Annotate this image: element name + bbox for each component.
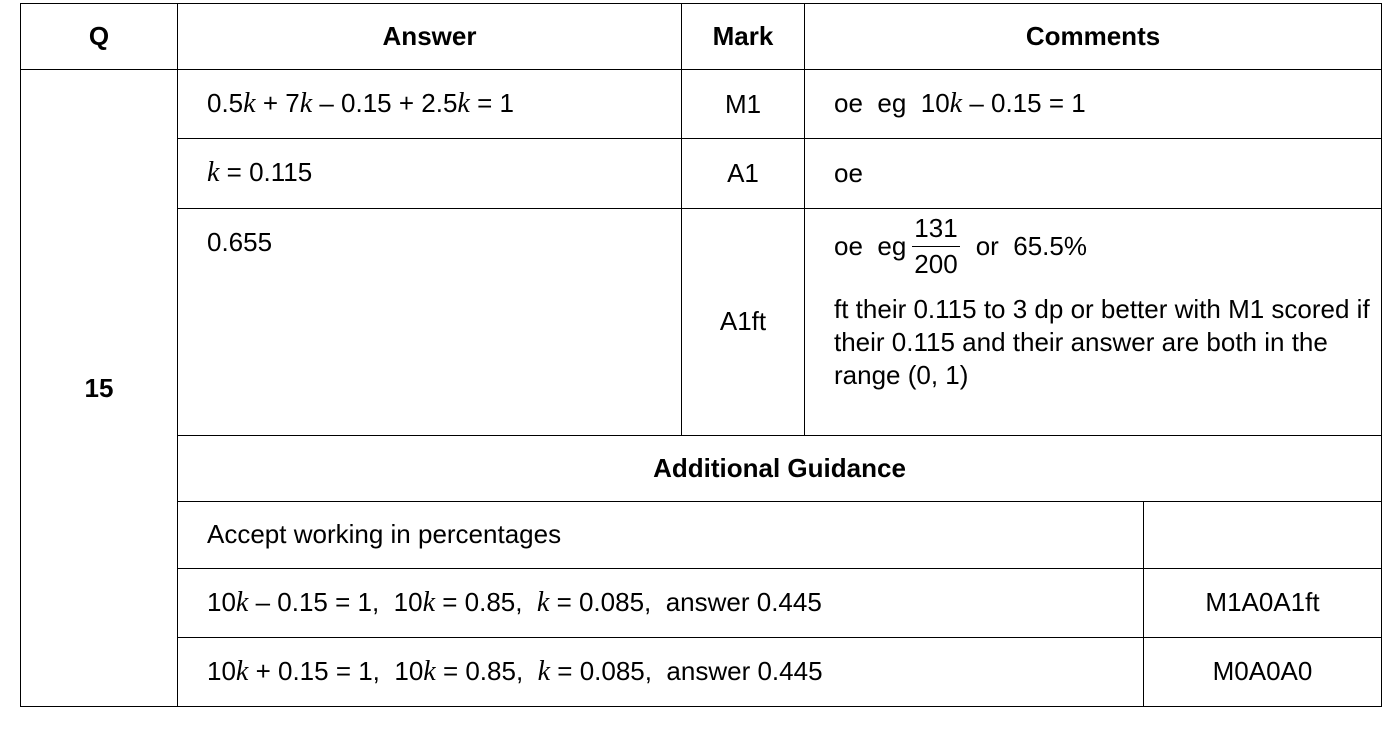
answer-cell-1: 0.5k + 7k – 0.15 + 2.5k = 1 bbox=[178, 70, 682, 139]
mark-cell-2: A1 bbox=[682, 139, 805, 208]
comment-fraction-line: oe eg $\frac{131}{200}$ or 65.5% bbox=[834, 212, 1087, 279]
header-q: Q bbox=[21, 4, 178, 70]
guidance-title-row bbox=[21, 436, 1382, 502]
answer-cell-2: k = 0.115 bbox=[178, 139, 682, 208]
comment-cell-1: oe eg 10k – 0.15 = 1 bbox=[805, 70, 1382, 139]
fraction bbox=[912, 214, 959, 280]
mark-scheme-table bbox=[20, 3, 1382, 707]
answer-row-3 bbox=[21, 208, 1382, 436]
answer-row-2 bbox=[21, 139, 1382, 208]
guidance-row-3 bbox=[21, 637, 1382, 706]
fraction-denominator: 200 bbox=[914, 248, 958, 279]
fraction-numerator: 131 bbox=[912, 214, 959, 247]
guidance-row-2 bbox=[21, 568, 1382, 637]
guidance-text-1: Accept working in percentages bbox=[178, 502, 1144, 568]
header-mark: Mark bbox=[682, 4, 805, 70]
guidance-row-1 bbox=[21, 502, 1382, 568]
guidance-text-3: 10k + 0.15 = 1, 10k = 0.85, k = 0.085, answer 0.445 bbox=[178, 637, 1144, 706]
answer-cell-3 bbox=[178, 208, 682, 436]
mark-cell-3: A1ft bbox=[682, 208, 805, 436]
guidance-title: Additional Guidance bbox=[178, 436, 1382, 502]
header-row bbox=[21, 4, 1382, 70]
guidance-text-2: 10k – 0.15 = 1, 10k = 0.85, k = 0.085, answer 0.445 bbox=[178, 568, 1144, 637]
question-number: 15 bbox=[21, 70, 178, 707]
header-answer: Answer bbox=[178, 4, 682, 70]
guidance-mark-1 bbox=[1144, 502, 1382, 568]
guidance-mark-3: M0A0A0 bbox=[1144, 637, 1382, 706]
guidance-mark-2: M1A0A1ft bbox=[1144, 568, 1382, 637]
comment-cell-3 bbox=[805, 208, 1382, 436]
answer-text-3: 0.655 bbox=[207, 226, 273, 257]
header-comments: Comments bbox=[805, 4, 1382, 70]
mark-cell-1: M1 bbox=[682, 70, 805, 139]
comment-cell-2: oe bbox=[805, 139, 1382, 208]
follow-through-note: ft their 0.115 to 3 dp or better with M1 scored if their 0.115 and their answer are both in the range (0, 1) bbox=[834, 293, 1370, 390]
answer-row-1 bbox=[21, 70, 1382, 139]
